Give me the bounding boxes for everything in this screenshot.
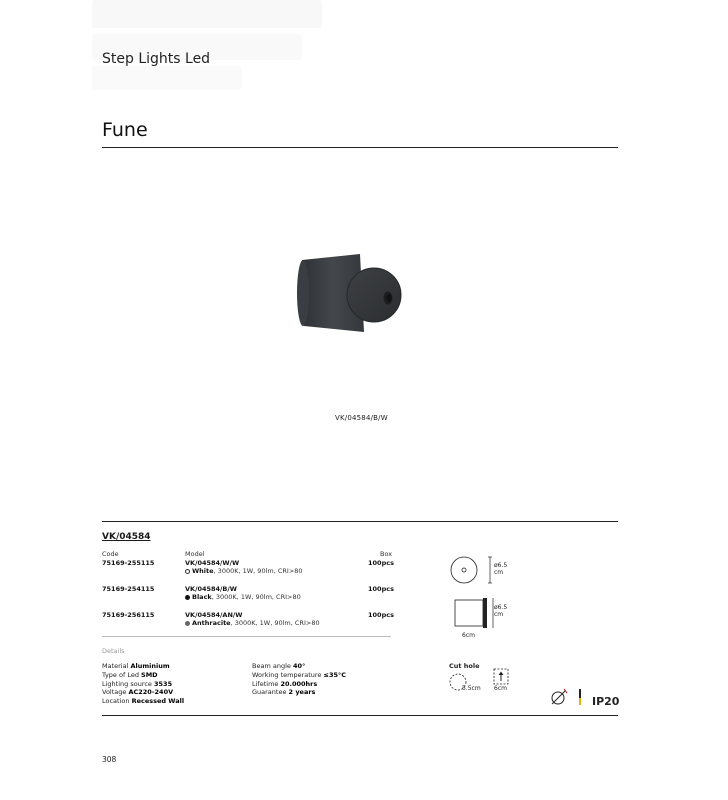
spec-voltage: Voltage AC220-240V xyxy=(102,688,174,697)
row-box: 100pcs xyxy=(368,585,394,593)
row-spec: Black, 3000K, 1W, 90lm, CRI>80 xyxy=(185,594,301,601)
product-title: Fune xyxy=(102,119,148,141)
row-spec: Anthracite, 3000K, 1W, 90lm, CRI>80 xyxy=(185,620,320,627)
color-swatch-anthracite xyxy=(185,621,190,626)
spec-lifetime: Lifetime 20.000hrs xyxy=(252,679,318,688)
header-model: Model xyxy=(185,550,205,558)
row-code: 75169-255115 xyxy=(102,559,155,567)
cut-hole-depth-icon xyxy=(492,668,510,686)
side-view-drawing xyxy=(453,596,497,630)
spec-beam-angle: Beam angle 40° xyxy=(252,662,306,670)
spec-location: Location Recessed Wall xyxy=(102,697,185,706)
row-model: VK/04584/W/W xyxy=(185,559,240,567)
color-swatch-white xyxy=(185,569,190,574)
product-image-caption: VK/04584/B/W xyxy=(335,414,388,422)
led-source-icon xyxy=(577,689,583,705)
details-divider xyxy=(102,636,391,637)
spec-bottom-rule xyxy=(102,715,618,716)
header-code: Code xyxy=(102,550,119,558)
row-code: 75169-254115 xyxy=(102,585,155,593)
details-left xyxy=(102,662,184,706)
ip-rating: IP20 xyxy=(592,695,620,708)
not-dimmable-icon xyxy=(549,688,569,706)
side-depth-label: 6cm xyxy=(462,632,475,639)
row-box: 100pcs xyxy=(368,559,394,567)
spec-led-type: Type of Led SMD xyxy=(102,670,158,679)
row-code: 75169-256115 xyxy=(102,611,155,619)
cut-hole-label: Cut hole xyxy=(449,662,480,670)
cut-hole-diameter: 5.5cm xyxy=(462,685,481,692)
title-rule xyxy=(102,147,618,148)
header-box: Box xyxy=(380,550,393,558)
front-view-drawing xyxy=(450,553,498,587)
spec-material: Material Aluminium xyxy=(102,662,170,670)
spec-top-rule xyxy=(102,521,618,522)
row-box: 100pcs xyxy=(368,611,394,619)
cut-hole-depth: 6cm xyxy=(494,685,507,692)
page-number: 308 xyxy=(102,755,117,764)
spec-lighting-source: Lighting source 3535 xyxy=(102,679,173,688)
front-diameter-label: ø6.5 cm xyxy=(494,562,508,576)
spec-guarantee: Guarantee 2 years xyxy=(252,688,316,697)
family-code: VK/04584 xyxy=(102,532,151,542)
product-image xyxy=(290,246,402,348)
row-model: VK/04584/B/W xyxy=(185,585,237,593)
category-title: Step Lights Led xyxy=(102,51,211,67)
side-diameter-label: ø6.5 cm xyxy=(494,604,508,618)
row-spec: White, 3000K, 1W, 90lm, CRI>80 xyxy=(185,568,303,575)
color-swatch-black xyxy=(185,595,190,600)
details-right xyxy=(252,662,346,697)
row-model: VK/04584/AN/W xyxy=(185,611,243,619)
details-label: Details xyxy=(102,647,125,655)
spec-working-temp: Working temperature ≤35°C xyxy=(252,670,347,679)
